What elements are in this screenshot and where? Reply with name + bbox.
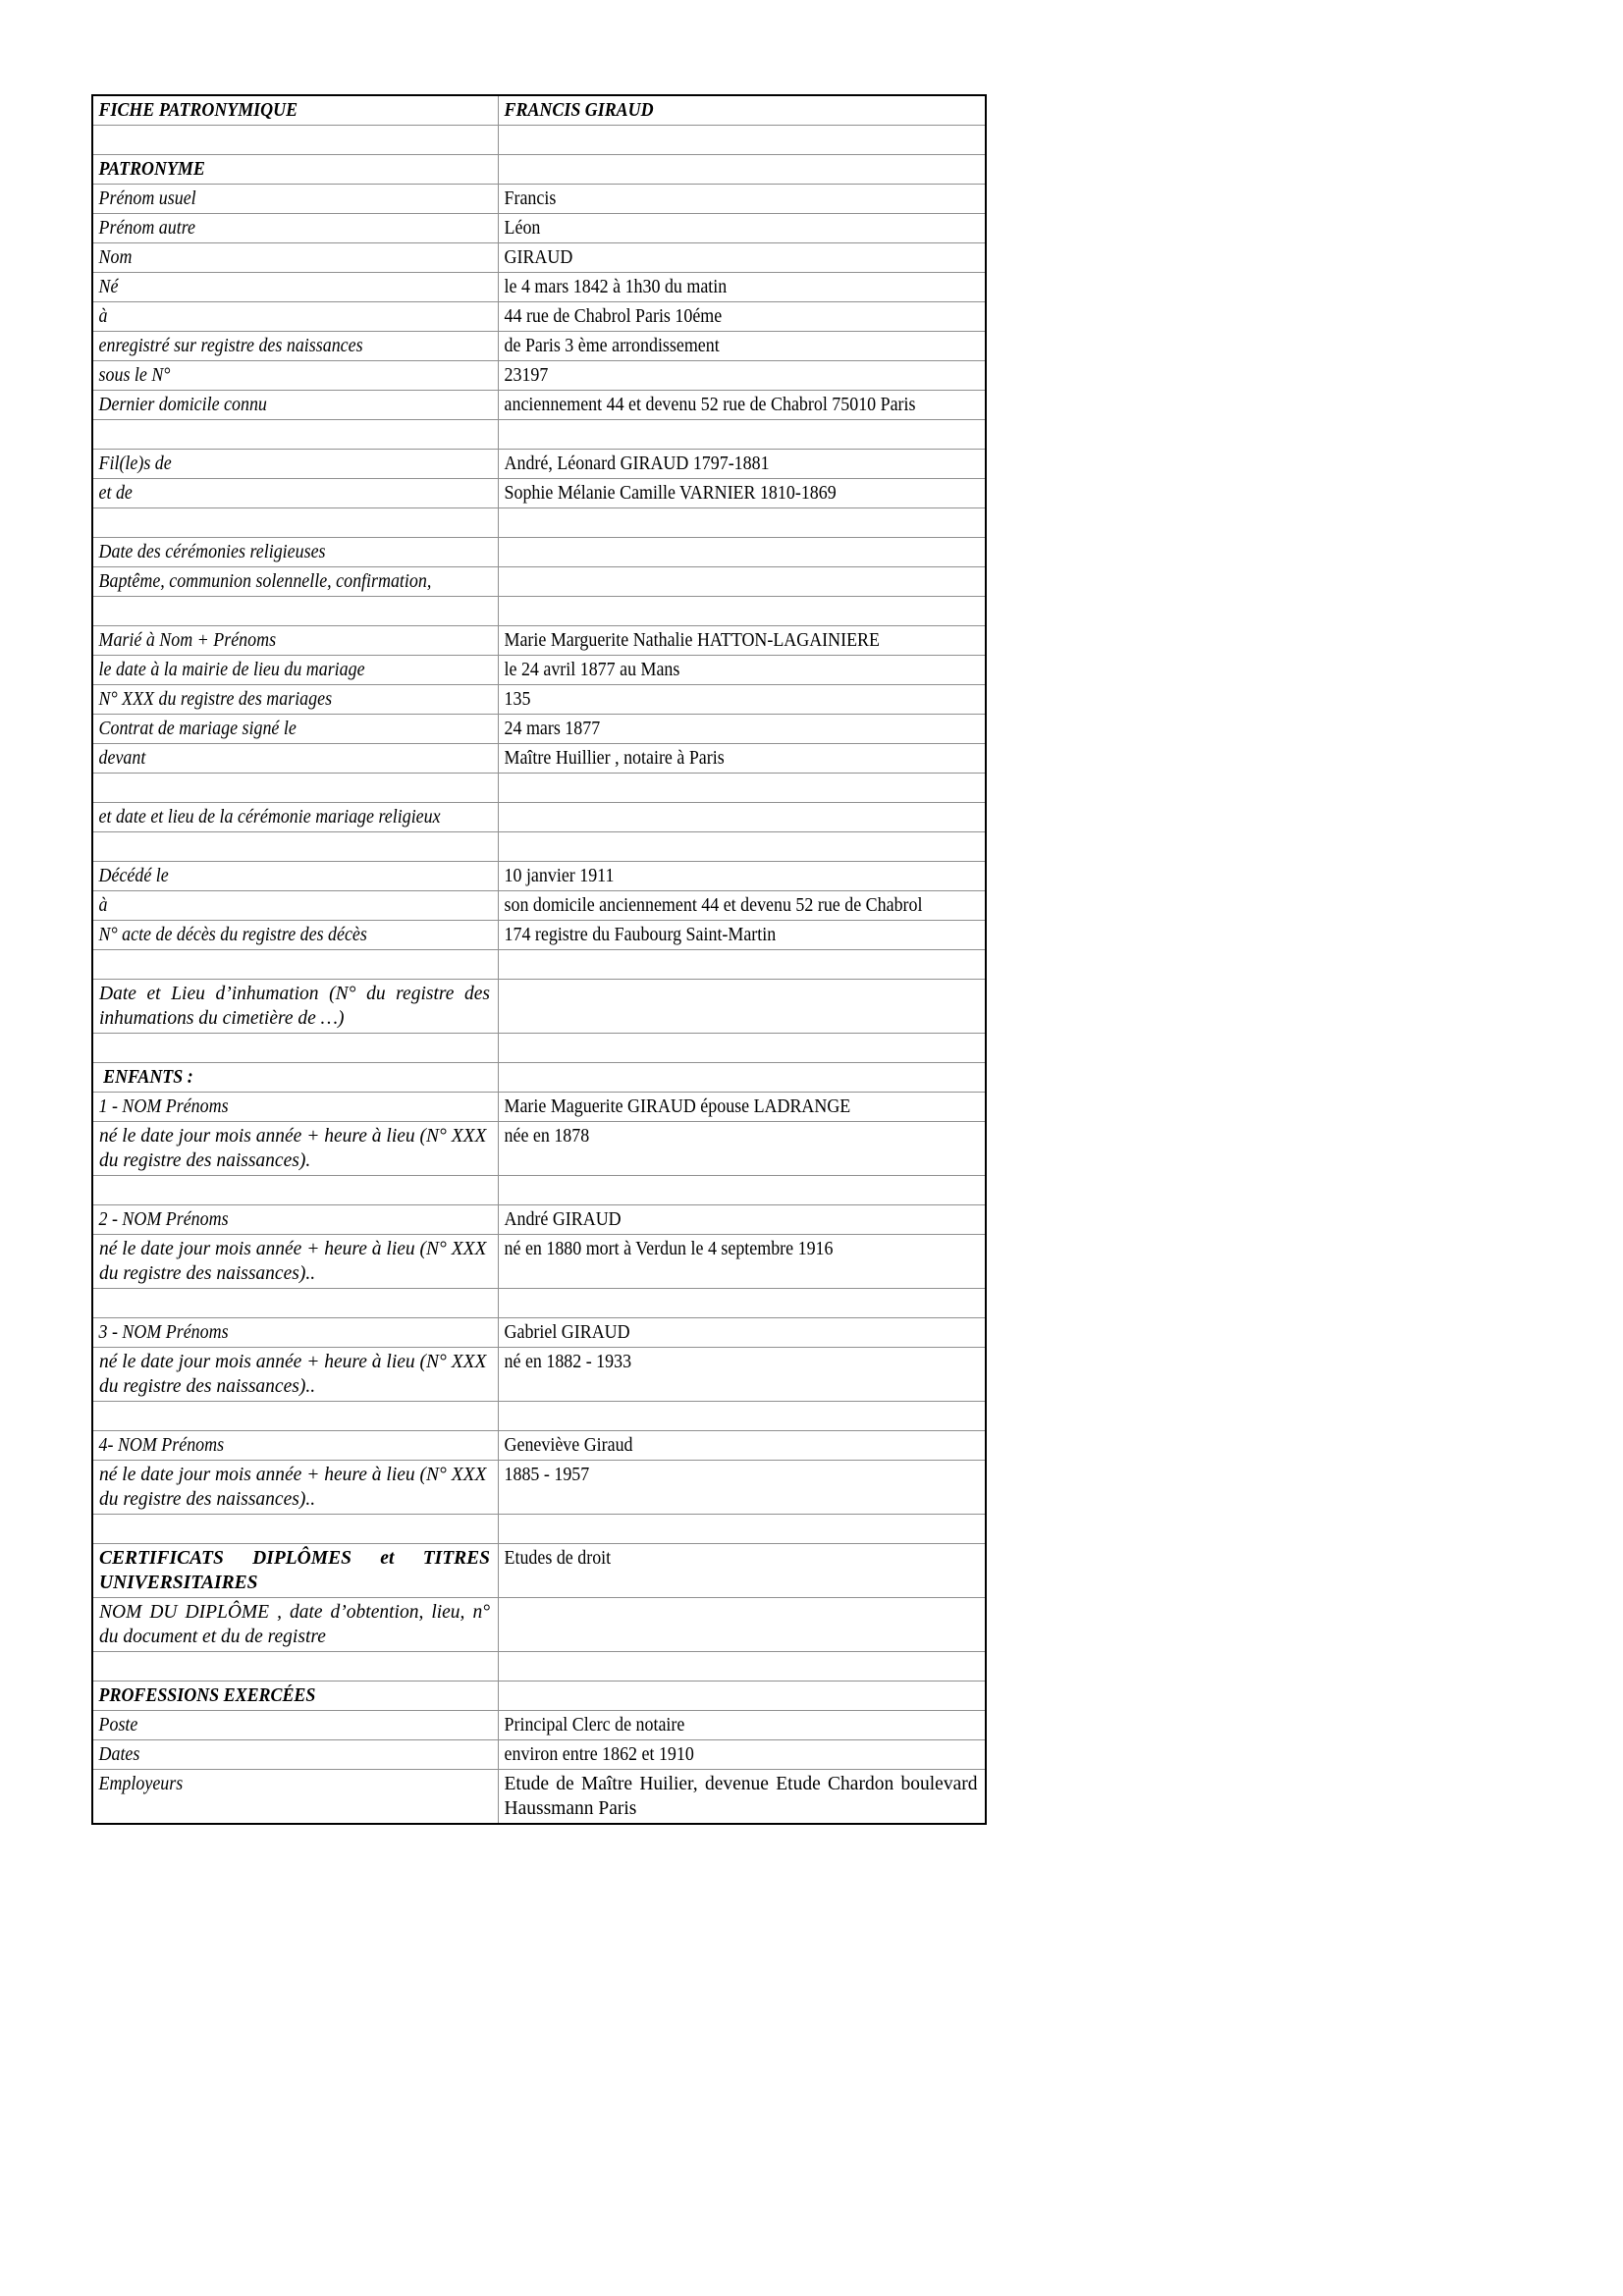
label-a-naissance: à [98, 306, 108, 327]
value-n-registre-mariages: 135 [504, 689, 530, 710]
value-ne: le 4 mars 1842 à 1h30 du matin [504, 277, 727, 297]
cell-value-ne [498, 273, 986, 302]
document-title: FICHE PATRONYMIQUE [98, 100, 298, 121]
value-a-naissance: 44 rue de Chabrol Paris 10éme [504, 306, 722, 327]
cell-value-child-1-birth [498, 1122, 986, 1176]
cell-spacer-left [92, 508, 498, 538]
cell-value-et-de [498, 479, 986, 508]
cell-section-professions [92, 1682, 498, 1711]
table-row [92, 891, 986, 921]
table-row [92, 243, 986, 273]
cell-section-professions-value [498, 1682, 986, 1711]
label-sous-le-n: sous le N° [98, 365, 171, 386]
value-dates-profession: environ entre 1862 et 1910 [504, 1744, 694, 1765]
cell-value-child-3-birth [498, 1348, 986, 1402]
label-child-2-name: 2 - NOM Prénoms [98, 1209, 229, 1230]
table-row [92, 567, 986, 597]
cell-label-et-de [92, 479, 498, 508]
cell-label-a-naissance [92, 302, 498, 332]
label-decede-le: Décédé le [98, 866, 169, 886]
table-row-child-name [92, 1431, 986, 1461]
cell-spacer-left [92, 1402, 498, 1431]
table-row [92, 391, 986, 420]
cell-spacer-right [498, 1034, 986, 1063]
table-row-spacer [92, 1652, 986, 1682]
label-ne: Né [98, 277, 119, 297]
label-inhumation: Date et Lieu d’inhumation (N° du registre des inhumations du cimetière de …) [99, 984, 490, 1029]
label-date-mairie: le date à la mairie de lieu du mariage [98, 660, 365, 680]
value-child-3-name: Gabriel GIRAUD [504, 1322, 630, 1343]
cell-spacer-right [498, 126, 986, 155]
value-employeurs: Etude de Maître Huilier, devenue Etude Chardon boulevard Haussmann Paris [504, 1774, 978, 1819]
value-filles-de: André, Léonard GIRAUD 1797-1881 [504, 454, 770, 474]
cell-label-marie-a [92, 626, 498, 656]
cell-spacer-left [92, 832, 498, 862]
table-row-child-birth [92, 1348, 986, 1402]
label-enregistre: enregistré sur registre des naissances [98, 336, 363, 356]
section-heading-professions: PROFESSIONS EXERCÉES [98, 1685, 316, 1706]
cell-value-sous-le-n [498, 361, 986, 391]
value-a-deces: son domicile anciennement 44 et devenu 52 rue de Chabrol [504, 895, 922, 916]
value-decede-le: 10 janvier 1911 [504, 866, 614, 886]
cell-label-bapteme [92, 567, 498, 597]
document-subject: FRANCIS GIRAUD [504, 100, 654, 121]
cell-section-enfants-value [498, 1063, 986, 1093]
value-et-de: Sophie Mélanie Camille VARNIER 1810-1869 [504, 483, 837, 504]
table-row-spacer [92, 508, 986, 538]
section-heading-certificats: CERTIFICATS DIPLÔMES et TITRES UNIVERSITAIRES [99, 1548, 490, 1593]
cell-value-employeurs [498, 1770, 986, 1825]
label-a-deces: à [98, 895, 108, 916]
value-date-mairie: le 24 avril 1877 au Mans [504, 660, 679, 680]
value-inhumation [499, 980, 947, 1008]
label-acte-deces: N° acte de décès du registre des décès [98, 925, 367, 945]
cell-spacer-right [498, 1515, 986, 1544]
table-row [92, 980, 986, 1034]
table-row-section-professions [92, 1682, 986, 1711]
table-row-child-birth [92, 1122, 986, 1176]
cell-spacer-left [92, 1515, 498, 1544]
cell-value-date-ceremonies [498, 538, 986, 567]
cell-label-sous-le-n [92, 361, 498, 391]
cell-label-devant [92, 744, 498, 774]
label-prenom-usuel: Prénom usuel [98, 188, 196, 209]
cell-value-prenom-usuel [498, 185, 986, 214]
cell-label-child-3-name [92, 1318, 498, 1348]
value-diplome-detail [499, 1598, 947, 1627]
label-child-4-name: 4- NOM Prénoms [98, 1435, 225, 1456]
table-row [92, 921, 986, 950]
table-row [92, 302, 986, 332]
table-row [92, 626, 986, 656]
table-row-child-birth [92, 1461, 986, 1515]
section-heading-patronyme: PATRONYME [98, 159, 205, 180]
cell-value-bapteme [498, 567, 986, 597]
cell-label-n-registre-mariages [92, 685, 498, 715]
cell-label-diplome-detail [92, 1598, 498, 1652]
cell-value-child-3-name [498, 1318, 986, 1348]
cell-value-a-naissance [498, 302, 986, 332]
cell-label-employeurs [92, 1770, 498, 1825]
table-row-spacer [92, 126, 986, 155]
cell-spacer-left [92, 1652, 498, 1682]
table-row [92, 1598, 986, 1652]
cell-label-poste [92, 1711, 498, 1740]
value-child-3-birth: né en 1882 - 1933 [504, 1352, 631, 1372]
label-date-ceremonies: Date des cérémonies religieuses [98, 542, 326, 562]
cell-label-date-mairie [92, 656, 498, 685]
table-row-spacer [92, 1515, 986, 1544]
label-devant: devant [98, 748, 146, 769]
value-ceremonie-religieuse [499, 803, 947, 831]
cell-label-date-ceremonies [92, 538, 498, 567]
table-row [92, 1711, 986, 1740]
value-child-4-name: Geneviève Giraud [504, 1435, 633, 1456]
value-dernier-domicile: anciennement 44 et devenu 52 rue de Chabrol 75010 Paris [504, 395, 916, 415]
cell-label-child-2-birth [92, 1235, 498, 1289]
table-row-spacer [92, 1289, 986, 1318]
cell-value-nom [498, 243, 986, 273]
cell-label-decede-le [92, 862, 498, 891]
cell-spacer-right [498, 832, 986, 862]
label-diplome-detail: NOM DU DIPLÔME , date d’obtention, lieu, n° du document et du de registre [99, 1602, 490, 1647]
cell-value-a-deces [498, 891, 986, 921]
value-sous-le-n: 23197 [504, 365, 548, 386]
cell-spacer-right [498, 508, 986, 538]
cell-spacer-left [92, 1289, 498, 1318]
cell-label-child-4-birth [92, 1461, 498, 1515]
label-child-3-name: 3 - NOM Prénoms [98, 1322, 229, 1343]
value-prenom-usuel: Francis [504, 188, 556, 209]
table-row-section-enfants [92, 1063, 986, 1093]
label-dates-profession: Dates [98, 1744, 140, 1765]
cell-label-a-deces [92, 891, 498, 921]
label-nom: Nom [98, 247, 133, 268]
label-child-1-name: 1 - NOM Prénoms [98, 1096, 229, 1117]
cell-value-child-4-birth [498, 1461, 986, 1515]
table-row [92, 715, 986, 744]
cell-value-enregistre [498, 332, 986, 361]
cell-label-child-1-name [92, 1093, 498, 1122]
label-child-4-birth: né le date jour mois année + heure à lieu (N° XXX du registre des naissances).. [99, 1465, 487, 1510]
table-row-spacer [92, 1402, 986, 1431]
cell-spacer-right [498, 1402, 986, 1431]
cell-label-prenom-autre [92, 214, 498, 243]
cell-value-dernier-domicile [498, 391, 986, 420]
cell-value-child-1-name [498, 1093, 986, 1122]
cell-spacer-right [498, 1289, 986, 1318]
cell-value-child-4-name [498, 1431, 986, 1461]
cell-value-marie-a [498, 626, 986, 656]
table-row-spacer [92, 950, 986, 980]
label-prenom-autre: Prénom autre [98, 218, 196, 239]
value-date-ceremonies [499, 538, 947, 566]
table-row [92, 803, 986, 832]
label-n-registre-mariages: N° XXX du registre des mariages [98, 689, 333, 710]
cell-label-child-1-birth [92, 1122, 498, 1176]
cell-section-patronyme [92, 155, 498, 185]
value-nom: GIRAUD [504, 247, 572, 268]
cell-label-dernier-domicile [92, 391, 498, 420]
value-child-1-birth: née en 1878 [504, 1126, 589, 1147]
table-row-section-certificats [92, 1544, 986, 1598]
value-acte-deces: 174 registre du Faubourg Saint-Martin [504, 925, 776, 945]
table-row [92, 862, 986, 891]
value-poste: Principal Clerc de notaire [504, 1715, 684, 1735]
cell-spacer-left [92, 597, 498, 626]
cell-spacer-left [92, 950, 498, 980]
cell-value-filles-de [498, 450, 986, 479]
cell-value-n-registre-mariages [498, 685, 986, 715]
value-contrat-mariage: 24 mars 1877 [504, 719, 600, 739]
cell-spacer-left [92, 1176, 498, 1205]
label-child-1-birth: né le date jour mois année + heure à lieu (N° XXX du registre des naissances). [99, 1126, 487, 1171]
cell-value-child-2-birth [498, 1235, 986, 1289]
cell-section-patronyme-value [498, 155, 986, 185]
table-row-spacer [92, 832, 986, 862]
cell-spacer-right [498, 597, 986, 626]
cell-value-prenom-autre [498, 214, 986, 243]
table-row-child-name [92, 1205, 986, 1235]
table-row [92, 538, 986, 567]
cell-section-certificats [92, 1544, 498, 1598]
cell-value-acte-deces [498, 921, 986, 950]
cell-spacer-left [92, 420, 498, 450]
label-ceremonie-religieuse: et date et lieu de la cérémonie mariage religieux [98, 807, 441, 828]
value-bapteme [499, 567, 947, 596]
value-prenom-autre: Léon [504, 218, 540, 239]
label-employeurs: Employeurs [98, 1774, 184, 1794]
cell-spacer-right [498, 420, 986, 450]
cell-value-ceremonie-religieuse [498, 803, 986, 832]
cell-value-inhumation [498, 980, 986, 1034]
table-row [92, 744, 986, 774]
value-child-2-birth: né en 1880 mort à Verdun le 4 septembre 1916 [504, 1239, 833, 1259]
cell-value-child-2-name [498, 1205, 986, 1235]
table-row-section-patronyme [92, 155, 986, 185]
cell-label-enregistre [92, 332, 498, 361]
table-row-child-name [92, 1318, 986, 1348]
label-filles-de: Fil(le)s de [98, 454, 172, 474]
cell-label-contrat-mariage [92, 715, 498, 744]
value-enregistre: de Paris 3 ème arrondissement [504, 336, 720, 356]
label-bapteme: Baptême, communion solennelle, confirmation, [98, 571, 432, 592]
cell-value-diplome-detail [498, 1598, 986, 1652]
table-row [92, 479, 986, 508]
table-row-child-birth [92, 1235, 986, 1289]
cell-value-poste [498, 1711, 986, 1740]
cell-label-ceremonie-religieuse [92, 803, 498, 832]
cell-value-dates-profession [498, 1740, 986, 1770]
cell-label-inhumation [92, 980, 498, 1034]
table-row-spacer [92, 774, 986, 803]
label-child-2-birth: né le date jour mois année + heure à lieu (N° XXX du registre des naissances).. [99, 1239, 487, 1284]
cell-title-label [92, 95, 498, 126]
section-heading-enfants: ENFANTS : [103, 1067, 193, 1088]
table-row [92, 1770, 986, 1825]
label-child-3-birth: né le date jour mois année + heure à lieu (N° XXX du registre des naissances).. [99, 1352, 487, 1397]
table-row [92, 450, 986, 479]
cell-section-enfants [92, 1063, 498, 1093]
cell-label-dates-profession [92, 1740, 498, 1770]
cell-label-child-3-birth [92, 1348, 498, 1402]
cell-label-child-2-name [92, 1205, 498, 1235]
value-etudes: Etudes de droit [504, 1548, 611, 1569]
cell-spacer-left [92, 774, 498, 803]
table-row-child-name [92, 1093, 986, 1122]
cell-spacer-left [92, 126, 498, 155]
table-row [92, 656, 986, 685]
table-row [92, 332, 986, 361]
table-row-spacer [92, 597, 986, 626]
cell-label-nom [92, 243, 498, 273]
label-marie-a: Marié à Nom + Prénoms [98, 630, 277, 651]
cell-title-value [498, 95, 986, 126]
cell-spacer-left [92, 1034, 498, 1063]
label-poste: Poste [98, 1715, 138, 1735]
cell-value-decede-le [498, 862, 986, 891]
cell-label-filles-de [92, 450, 498, 479]
cell-value-etudes [498, 1544, 986, 1598]
label-dernier-domicile: Dernier domicile connu [98, 395, 267, 415]
table-row [92, 1740, 986, 1770]
cell-spacer-right [498, 950, 986, 980]
table-row [92, 361, 986, 391]
table-row [92, 214, 986, 243]
cell-value-contrat-mariage [498, 715, 986, 744]
cell-spacer-right [498, 1652, 986, 1682]
table-row [92, 685, 986, 715]
table-row [92, 273, 986, 302]
table-row-spacer [92, 420, 986, 450]
value-child-4-birth: 1885 - 1957 [504, 1465, 589, 1485]
cell-spacer-right [498, 1176, 986, 1205]
value-child-2-name: André GIRAUD [504, 1209, 622, 1230]
value-devant: Maître Huillier , notaire à Paris [504, 748, 725, 769]
table-row-title [92, 95, 986, 126]
cell-label-ne [92, 273, 498, 302]
value-marie-a: Marie Marguerite Nathalie HATTON-LAGAINIERE [504, 630, 880, 651]
cell-value-devant [498, 744, 986, 774]
table-row-spacer [92, 1176, 986, 1205]
cell-label-child-4-name [92, 1431, 498, 1461]
table-row [92, 185, 986, 214]
cell-label-acte-deces [92, 921, 498, 950]
cell-spacer-right [498, 774, 986, 803]
value-child-1-name: Marie Maguerite GIRAUD épouse LADRANGE [504, 1096, 850, 1117]
fiche-patronymique-sheet [91, 94, 985, 1825]
label-contrat-mariage: Contrat de mariage signé le [98, 719, 297, 739]
fiche-table [91, 94, 987, 1825]
cell-label-prenom-usuel [92, 185, 498, 214]
cell-value-date-mairie [498, 656, 986, 685]
table-row-spacer [92, 1034, 986, 1063]
label-et-de: et de [98, 483, 133, 504]
